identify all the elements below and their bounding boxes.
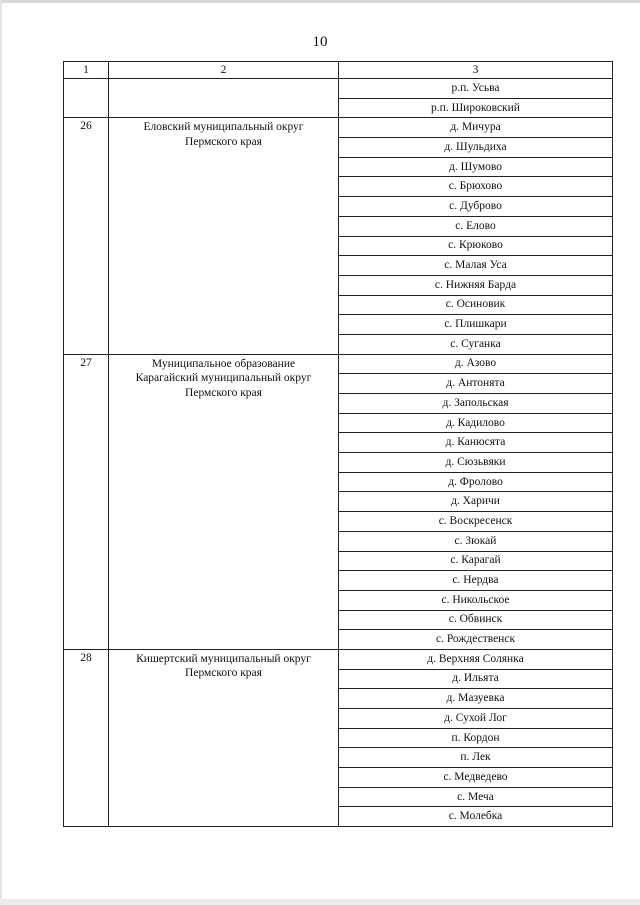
settlement-cell: д. Кадилово [339,413,613,433]
district-number: 27 [64,354,109,649]
settlement-cell: д. Канюсята [339,433,613,453]
settlement-cell: с. Рождественск [339,630,613,650]
settlement-cell: с. Крюково [339,236,613,256]
settlement-cell: д. Ильята [339,669,613,689]
district-name-line: Карагайский муниципальный округ [135,372,312,385]
table-row [64,118,613,138]
table-row [64,649,613,669]
settlement-cell: р.п. Усьва [339,79,613,99]
settlement-cell: с. Зюкай [339,531,613,551]
settlement-cell: с. Дуброво [339,197,613,217]
district-name-line: Пермского края [185,667,262,680]
settlement-cell: с. Осиновик [339,295,613,315]
settlement-cell: д. Сюзьвяки [339,453,613,473]
settlement-cell: с. Карагай [339,551,613,571]
district-name-line: Муниципальное образование [151,357,296,370]
settlement-cell: с. Воскресенск [339,512,613,532]
settlement-cell: с. Нижняя Барда [339,275,613,295]
settlement-cell: с. Никольское [339,590,613,610]
table-row [64,79,613,99]
district-name-line: Пермского края [185,386,262,399]
table-row [64,354,613,374]
scan-top-edge [0,0,640,3]
settlement-cell: с. Меча [339,787,613,807]
header-col-1: 1 [64,62,109,79]
settlement-cell: п. Кордон [339,728,613,748]
settlement-cell: с. Суганка [339,334,613,354]
settlement-cell: с. Елово [339,216,613,236]
settlement-cell: с. Малая Уса [339,256,613,276]
settlement-cell: с. Нердва [339,571,613,591]
header-col-2: 2 [109,62,339,79]
header-row [64,62,613,79]
settlement-cell: р.п. Широковский [339,98,613,118]
settlement-cell: с. Обвинск [339,610,613,630]
page-number: 10 [312,34,328,50]
district-name-line: Еловский муниципальный округ [143,121,304,134]
continuation-number-cell [64,79,109,118]
settlement-cell: д. Верхняя Солянка [339,649,613,669]
settlements-table [63,61,613,827]
district-name-line: Кишертский муниципальный округ [136,652,311,665]
settlement-cell: д. Фролово [339,472,613,492]
continuation-name-cell [109,79,339,118]
settlement-cell: д. Азово [339,354,613,374]
district-name [109,354,339,649]
scan-left-edge [0,0,2,905]
district-number: 26 [64,118,109,354]
header-col-3: 3 [339,62,613,79]
settlement-cell: д. Шульдиха [339,138,613,158]
settlement-cell: д. Мазуевка [339,689,613,709]
settlement-cell: с. Плишкари [339,315,613,335]
district-name-line: Пермского края [185,135,262,148]
settlement-cell: д. Мичура [339,118,613,138]
settlement-cell: д. Сухой Лог [339,709,613,729]
settlement-cell: д. Антонята [339,374,613,394]
settlement-cell: д. Запольская [339,394,613,414]
district-name [109,649,339,826]
settlement-cell: с. Медведево [339,768,613,788]
settlement-cell: с. Молебка [339,807,613,827]
settlement-cell: п. Лек [339,748,613,768]
settlement-cell: с. Брюхово [339,177,613,197]
district-name [109,118,339,354]
scan-bottom-edge [0,899,640,905]
settlement-cell: д. Харичи [339,492,613,512]
settlement-cell: д. Шумово [339,157,613,177]
table-body [64,62,613,827]
district-number: 28 [64,649,109,826]
